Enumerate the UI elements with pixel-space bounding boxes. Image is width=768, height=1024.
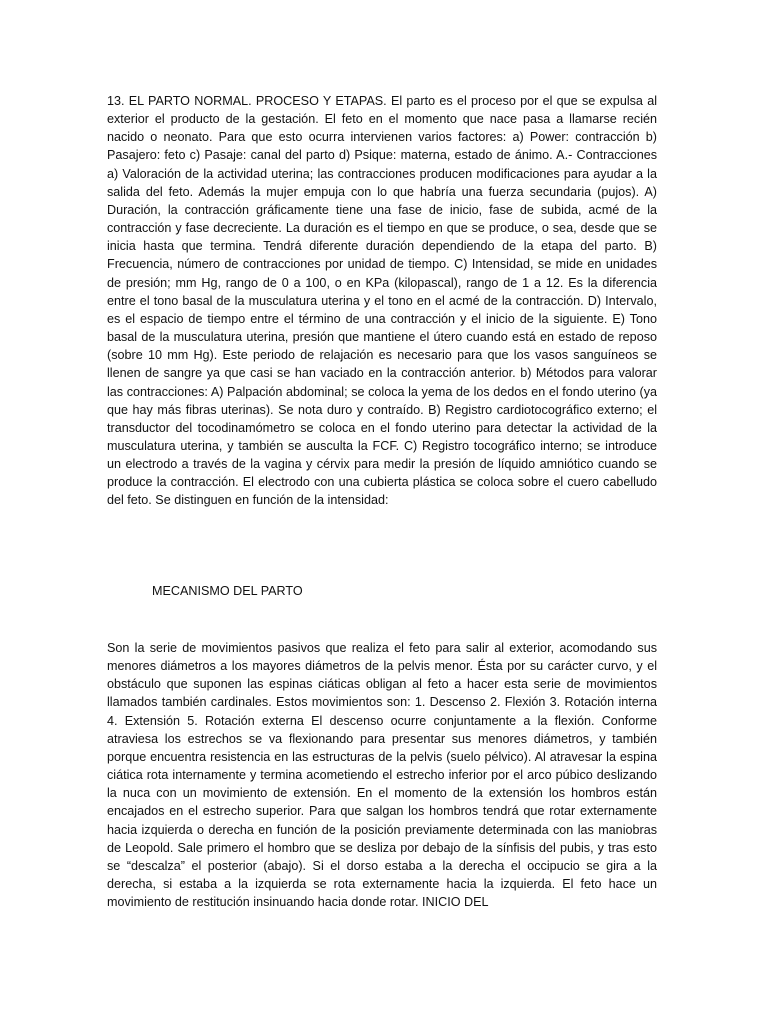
mechanism-paragraph: Son la serie de movimientos pasivos que realiza el feto para salir al exterior, acomodando sus menores diámetros a los mayores diámetros de la pelvis menor. Ésta por su carácter curvo, y el obstáculo que suponen las espinas ciáticas obligan al feto a hacer esta serie de movimientos llamados también cardinales. Estos movimientos son: 1. Descenso 2. Flexión 3. Rotación interna 4. Extensión 5. Rotación externa El descenso ocurre conjuntamente a la flexión. Conforme atraviesa los estrechos se va flexionando para presentar sus menores diámetros, y también porque encuentra resistencia en las estructuras de la pelvis (suelo pélvico). Al atravesar la espina ciática rota internamente y termina acometiendo el estrecho inferior por el arco púbico deslizando la nuca con un movimiento de extensión. En el momento de la extensión los hombros están encajados en el estrecho superior. Para que salgan los hombros tendrá que rotar externamente hacia izquierda o derecha en función de la posición previamente determinada con las maniobras de Leopold. Sale primero el hombro que se desliza por debajo de la sínfisis del pubis, y tras esto se “descalza” el posterior (abajo). Si el dorso estaba a la derecha el occipucio se gira a la derecha, si estaba a la izquierda se rota externamente hacia la izquierda. El feto hace un movimiento de restitución insinuando hacia donde rotar. INICIO DEL bbox=[107, 641, 657, 910]
section-13-paragraph: 13. EL PARTO NORMAL. PROCESO Y ETAPAS. El parto es el proceso por el que se expulsa al exterior el producto de la gestación. El feto en el momento que nace pasa a llamarse recién nacido o neonato. Para que esto ocurra intervienen varios factores: a) Power: contracción b) Pasajero: feto c) Pasaje: canal del parto d) Psique: materna, estado de ánimo. A.- Contracciones a) Valoración de la actividad uterina; las contracciones producen modificaciones para ayudar a la salida del feto. Además la mujer empuja con lo que habría una fuerza secundaria (pujos). A) Duración, la contracción gráficamente tiene una fase de inicio, fase de subida, acmé de la contracción y fase decreciente. La duración es el tiempo en que se produce, o sea, desde que se inicia hasta que termina. Tendrá diferente duración dependiendo de la etapa del parto. B) Frecuencia, número de contracciones por unidad de tiempo. C) Intensidad, se mide en unidades de presión; mm Hg, rango de 0 a 100, o en KPa (kilopascal), rango de 1 a 12. Es la diferencia entre el tono basal de la musculatura uterina y el tono en el acmé de la contracción. D) Intervalo, es el espacio de tiempo entre el término de una contracción y el inicio de la siguiente. E) Tono basal de la musculatura uterina, presión que mantiene el útero cuando está en estado de reposo (sobre 10 mm Hg). Este periodo de relajación es necesario para que los vasos sanguíneos se llenen de sangre ya que casi se han vaciado en la contracción anterior. b) Métodos para valorar las contracciones: A) Palpación abdominal; se coloca la yema de los dedos en el fondo uterino (ya que hay más fibras uterinas). Se nota duro y contraído. B) Registro cardiotocográfico externo; el transductor del tocodinamómetro se coloca en el fondo uterino para detectar la actividad de la musculatura uterina, y también se ausculta la FCF. C) Registro tocográfico interno; se introduce un electrodo a través de la vagina y cérvix para medir la presión de líquido amniótico cuando se produce la contracción. El electrodo con una cubierta plástica se coloca sobre el cuero cabelludo del feto. Se distinguen en función de la intensidad: bbox=[107, 94, 657, 508]
mechanism-heading: MECANISMO DEL PARTO bbox=[152, 584, 303, 598]
